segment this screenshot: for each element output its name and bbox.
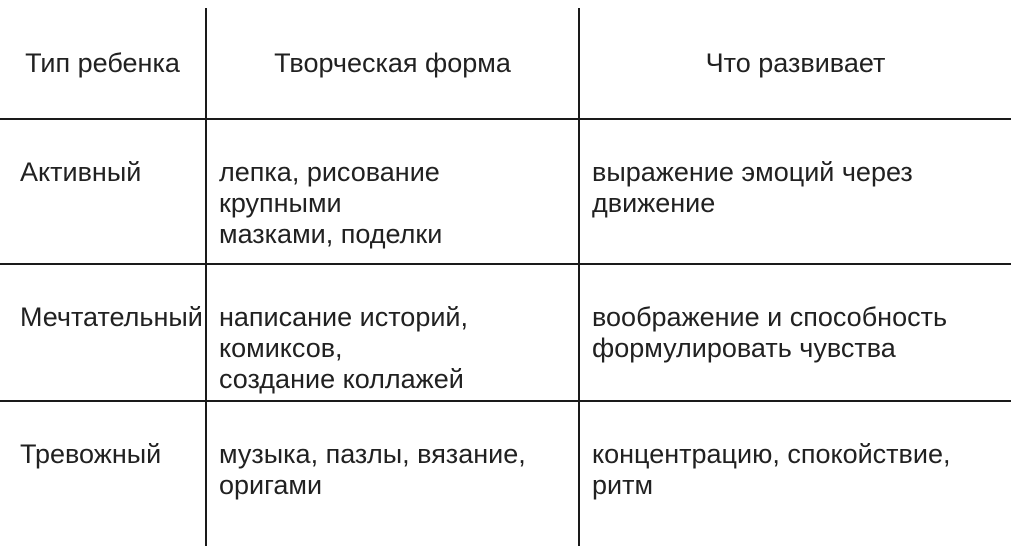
cell-text-line: воображение и способность [592,302,948,332]
header-child-type-label: Тип ребенка [25,47,180,78]
cell-text-line: музыка, пазлы, вязание, [219,439,526,469]
cell-text-line: выражение эмоций через [592,157,913,187]
child-creativity-table [0,8,1011,546]
cell-row3-creative-form [205,402,578,546]
cell-text-line: концентрацию, спокойствие, ритм [592,439,951,500]
cell-row1-child-type [0,120,205,265]
cell-text-line: оригами [219,470,323,500]
cell-row2-creative-form [205,265,578,402]
header-creative-form [205,8,578,120]
cell-row3-child-type [0,402,205,546]
header-child-type [0,8,205,120]
cell-text-line: формулировать чувства [592,333,896,363]
cell-text-line: написание историй, комиксов, [219,302,468,363]
cell-row2-child-type [0,265,205,402]
cell-text-line: лепка, рисование крупными [219,157,440,218]
cell-text-line: мазками, поделки [219,219,443,249]
cell-text-line: создание коллажей [219,364,464,394]
cell-text: Активный [20,157,142,187]
cell-row2-develops [578,265,1011,402]
header-develops [578,8,1011,120]
cell-text: Тревожный [20,439,162,469]
cell-text-line: движение [592,188,716,218]
cell-row3-develops [578,402,1011,546]
cell-row1-develops [578,120,1011,265]
header-develops-label: Что развивает [705,47,886,78]
cell-text: Мечтательный [20,302,203,332]
cell-row1-creative-form [205,120,578,265]
header-creative-form-label: Творческая форма [274,47,511,78]
